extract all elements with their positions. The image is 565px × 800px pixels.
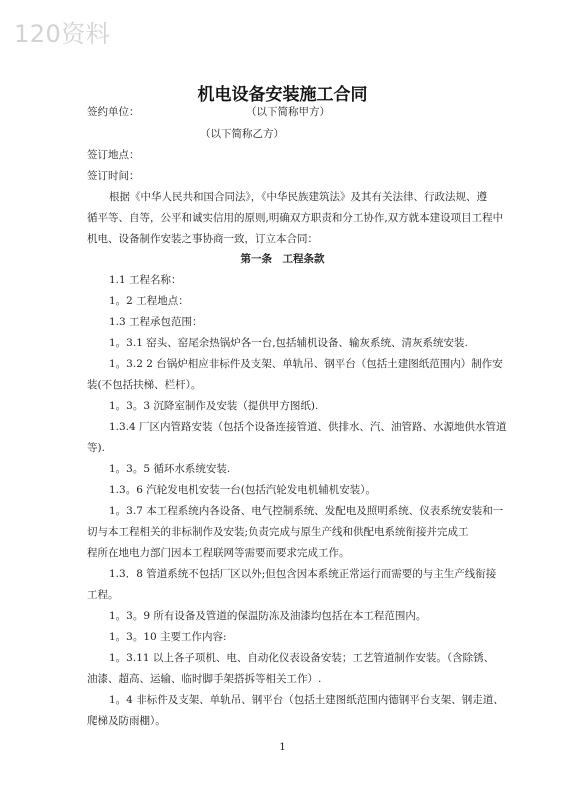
section-title: 第一条 工程条款 [240,253,325,265]
clause-line: 1。3。10 主要工作内容: [109,631,227,643]
clause-line: 1。3。9 所有设备及管道的保温防冻及油漆均包括在本工程范围内。 [109,610,427,622]
clause-line: 工程。 [87,589,119,601]
clause-line: 切与本工程相关的非标制作及安装;负责完成与原生产线和供配电系统衔接并完成工 [87,526,469,538]
clause-line: 1.3。6 汽轮发电机安装一台(包括汽轮发电机辅机安装）。 [109,484,377,496]
clause-line: 1.3 工程承包范围： [109,316,203,328]
clause-line: 装(不包括扶梯、栏杆）。 [87,379,202,391]
clause-line: 1。3.11 以上各子项机、电、自动化仪表设备安装；工艺管道制作安装。（含除锈、 [109,652,495,664]
party-a-note: （以下简称甲方） [246,106,330,118]
clause-line: 1。3.2 2 台锅炉相应非标件及支架、单轨吊、钢平台（包括土建图纸范围内）制作安 [109,358,503,370]
clause-line: 1。4 非标件及支架、单轨吊、钢平台（包括土建图纸范围内德钢平台支架、钢走道、 [109,694,504,706]
clause-line: 等). [87,442,105,454]
clause-line: 1。3。5 循环水系统安装. [109,463,231,475]
document-title: 机电设备安装施工合同 [197,85,368,105]
clause-line: 爬梯及防雨棚）。 [87,715,166,727]
clause-line: 油漆、超高、运输、临时脚手架搭拆等相关工作）. [87,673,322,685]
party-b-note: （以下简称乙方） [200,128,284,140]
watermark: 120资料 [14,20,111,48]
preamble-line: 机电、设备制作安装之事协商一致，订立本合同： [87,233,318,245]
preamble-line: 根据《中华人民共和国合同法》，《中华民族建筑法》及其有关法律、行政法规、遵 [109,191,487,203]
sign-time-label: 签订时间： [87,170,140,182]
clause-line: 1。3。3 沉降室制作及安装（提供甲方图纸). [109,400,319,412]
clause-line: 1。3.1 窑头、窑尾余热锅炉各一台,包括辅机设备、输灰系统、清灰系统安装. [109,337,468,349]
party-a-label: 签约单位： [87,106,140,118]
clause-line: 1。3.7 本工程系统内各设备、电气控制系统、发配电及照明系统、仪表系统安装和一 [109,505,504,517]
clause-line: 1.3.4 厂区内管路安装（包括个设备连接管道、供排水、汽、油管路、水源地供水管道 [109,421,507,433]
preamble-line: 循平等、自等，公平和诚实信用的原则,明确双方职责和分工协作,双方就本建设项目工程中 [87,212,504,224]
sign-place-label: 签订地点： [87,149,140,161]
page-number: 1 [279,742,286,753]
clause-line: 程所在地电力部门因本工程联网等需要而要求完成工作。 [87,547,350,559]
clause-line: 1.3．8 管道系统不包括厂区以外;但包含因本系统正常运行而需要的与主生产线衔接 [109,568,497,580]
clause-line: 1。2 工程地点： [109,295,189,307]
clause-line: 1.1 工程名称： [109,274,182,286]
